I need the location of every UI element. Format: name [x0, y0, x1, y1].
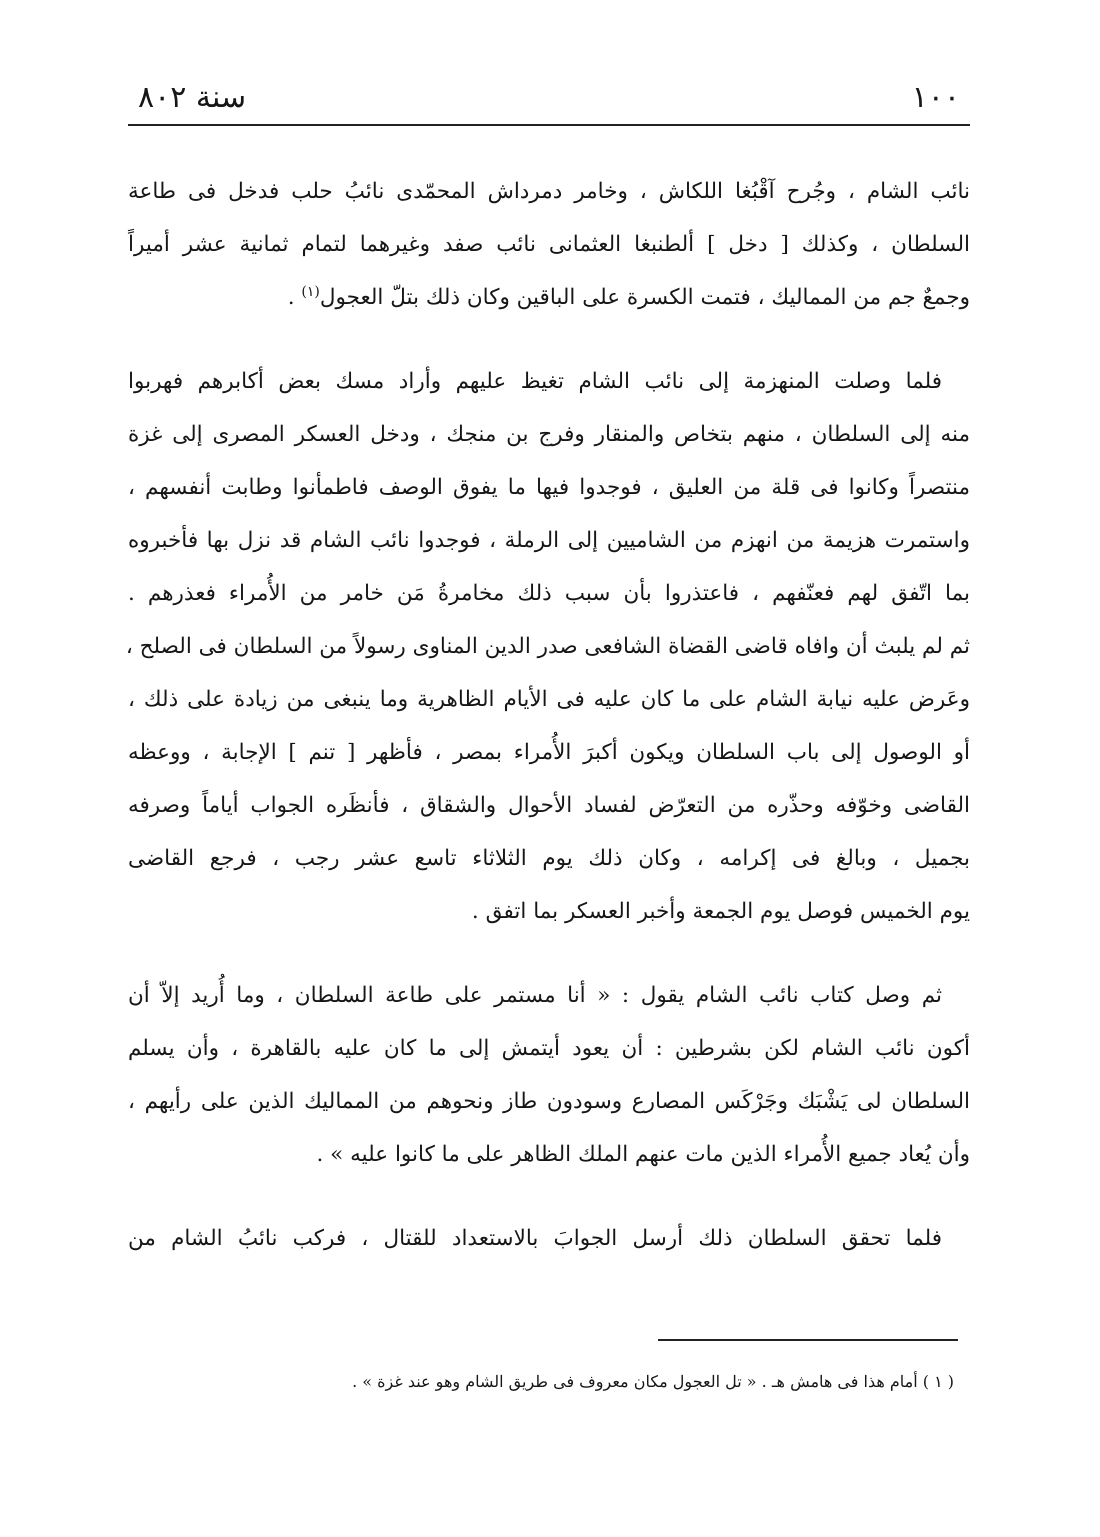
text-line: فلما تحقق السلطان ذلك أرسل الجوابَ بالاستعداد للقتال ، فركب نائبُ الشام من: [128, 1226, 942, 1251]
page-number: ١٠٠: [911, 80, 960, 115]
text-line: وعَرض عليه نيابة الشام على ما كان عليه فى الأيام الظاهرية وما ينبغى من زيادة على ذلك ،: [128, 687, 970, 712]
text-line: نائب الشام ، وجُرح آقْبُغا اللكاش ، وخامر دمرداش المحمّدى نائبُ حلب فدخل فى طاعة: [128, 179, 970, 204]
text-line: القاضى وخوّفه وحذّره من التعرّض لفساد الأحوال والشقاق ، فأنظَره الجواب أياماً وصرفه: [128, 793, 970, 818]
text-line: [128, 271, 970, 324]
page-header: [128, 78, 970, 122]
paragraph-2: [125, 355, 970, 938]
footnote-rule: [658, 1339, 958, 1341]
paragraph-3: [128, 969, 970, 1181]
text-line: ثم وصل كتاب نائب الشام يقول : « أنا مستمر على طاعة السلطان ، وما أُريد إلاّ أن: [128, 983, 942, 1008]
text-line: منه إلى السلطان ، منهم بتخاص والمنقار وفرج بن منجك ، ودخل العسكر المصرى إلى غزة: [128, 422, 970, 447]
paragraph-1: [128, 165, 970, 324]
text-line: أكون نائب الشام لكن بشرطين : أن يعود أيتمش إلى ما كان عليه بالقاهرة ، وأن يسلم: [128, 1036, 970, 1061]
text-line: ثم لم يلبث أن وافاه قاضى القضاة الشافعى صدر الدين المناوى رسولاً من السلطان فى الصلح ،: [125, 634, 970, 659]
text-line: أو الوصول إلى باب السلطان ويكون أكبرَ الأُمراء بمصر ، فأظهر [ تنم ] الإجابة ، ووعظه: [128, 740, 970, 765]
header-rule: [128, 124, 970, 126]
text-line: فلما وصلت المنهزمة إلى نائب الشام تغيظ عليهم وأراد مسك بعض أكابرهم فهربوا: [128, 369, 942, 394]
text-line: يوم الخميس فوصل يوم الجمعة وأخبر العسكر بما اتفق .: [471, 899, 970, 924]
text-line: واستمرت هزيمة من انهزم من الشاميين إلى الرملة ، فوجدوا نائب الشام قد نزل بها فأخبروه: [128, 528, 970, 553]
text-line: وأن يُعاد جميع الأُمراء الذين مات عنهم الملك الظاهر على ما كانوا عليه » .: [316, 1142, 970, 1167]
text-line: بجميل ، وبالغ فى إكرامه ، وكان ذلك يوم الثلاثاء تاسع عشر رجب ، فرجع القاضى: [128, 846, 970, 871]
footnote: ( ١ ) أمام هذا فى هامش هـ . « تل العجول مكان معروف فى طريق الشام وهو عند غزة » .: [352, 1372, 954, 1391]
text-line-content: وجمعٌ جم من المماليك ، فتمت الكسرة على الباقين وكان ذلك بتلّ العجول: [319, 285, 970, 310]
text-line: السلطان ، وكذلك [ دخل ] ألطنبغا العثمانى نائب صفد وغيرهما لتمام ثمانية عشر أميراً: [128, 232, 970, 257]
text-line: السلطان لى يَشْبَك وجَرْكَس المصارع وسودون طاز ونحوهم من المماليك الذين على رأيهم ،: [128, 1089, 970, 1114]
footnote-marker[interactable]: (١): [301, 283, 320, 300]
text-line: بما اتّفق لهم فعنّفهم ، فاعتذروا بأن سبب ذلك مخامرةُ مَن خامر من الأُمراء فعذرهم .: [128, 581, 970, 606]
running-head-year: سنة ٨٠٢: [138, 80, 247, 115]
paragraph-4: [128, 1212, 970, 1265]
text-line: منتصراً وكانوا فى قلة من العليق ، فوجدوا فيها ما يفوق الوصف فاطمأنوا وطابت أنفسهم ،: [128, 475, 970, 500]
body-text: [125, 165, 970, 1296]
text-line-tail: .: [287, 285, 302, 310]
